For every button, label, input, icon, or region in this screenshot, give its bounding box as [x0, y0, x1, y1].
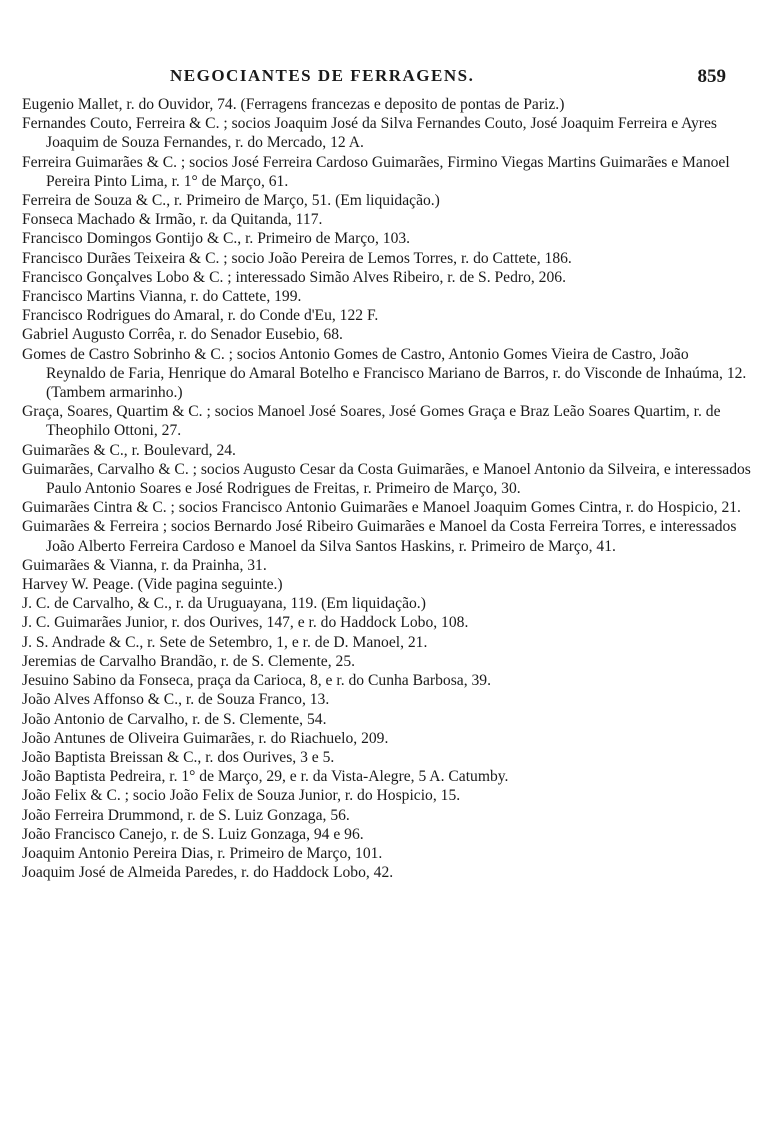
page-header	[170, 66, 730, 92]
merchant-entry: Gomes de Castro Sobrinho & C. ; socios Antonio Gomes de Castro, Antonio Gomes Vieira de Castro, João Reynaldo de Faria, Henrique do Amaral Botelho e Francisco Mariano de Barros, r. do Visconde de Inhaúma, 12. (Tambem armarinho.)	[22, 345, 747, 402]
merchant-entry: Francisco Gonçalves Lobo & C. ; interessado Simão Alves Ribeiro, r. de S. Pedro, 206.	[22, 268, 566, 286]
merchant-entry: J. S. Andrade & C., r. Sete de Setembro, 1, e r. de D. Manoel, 21.	[22, 633, 428, 651]
section-title: NEGOCIANTES DE FERRAGENS.	[170, 66, 475, 85]
merchant-entry: Francisco Domingos Gontijo & C., r. Primeiro de Março, 103.	[22, 230, 411, 248]
merchant-entry: João Ferreira Drummond, r. de S. Luiz Gonzaga, 56.	[22, 806, 350, 824]
merchant-entry: Francisco Martins Vianna, r. do Cattete, 199.	[22, 288, 302, 306]
page-number: 859	[697, 66, 726, 87]
merchant-entry: Francisco Rodrigues do Amaral, r. do Conde d'Eu, 122 F.	[22, 307, 379, 325]
merchant-entry: Joaquim José de Almeida Paredes, r. do Haddock Lobo, 42.	[22, 864, 394, 882]
merchant-entry: Joaquim Antonio Pereira Dias, r. Primeiro de Março, 101.	[22, 844, 383, 862]
merchant-entry: João Baptista Breissan & C., r. dos Ourives, 3 e 5.	[22, 748, 335, 766]
merchant-entry: João Antonio de Carvalho, r. de S. Clemente, 54.	[22, 710, 327, 728]
merchant-entry: J. C. Guimarães Junior, r. dos Ourives, 147, e r. do Haddock Lobo, 108.	[22, 614, 469, 632]
merchant-entry: Harvey W. Peage. (Vide pagina seguinte.)	[22, 576, 283, 594]
merchant-entry: Jesuino Sabino da Fonseca, praça da Carioca, 8, e r. do Cunha Barbosa, 39.	[22, 672, 491, 690]
merchant-entry: Fonseca Machado & Irmão, r. da Quitanda, 117.	[22, 211, 323, 229]
merchant-entry: Gabriel Augusto Corrêa, r. do Senador Eusebio, 68.	[22, 326, 343, 344]
merchant-entry: Ferreira Guimarães & C. ; socios José Ferreira Cardoso Guimarães, Firmino Viegas Martins Guimarães e Manoel Pereira Pinto Lima, r. 1° de Março, 61.	[22, 153, 730, 190]
merchant-entry: Fernandes Couto, Ferreira & C. ; socios Joaquim José da Silva Fernandes Couto, José Joaquim Ferreira e Ayres Joaquim de Souza Fernandes, r. do Mercado, 12 A.	[22, 115, 717, 152]
merchant-entry: João Alves Affonso & C., r. de Souza Franco, 13.	[22, 691, 330, 709]
merchant-entry: Ferreira de Souza & C., r. Primeiro de Março, 51. (Em liquidação.)	[22, 192, 440, 210]
merchant-entry: Guimarães & C., r. Boulevard, 24.	[22, 441, 236, 459]
merchant-entry: Eugenio Mallet, r. do Ouvidor, 74. (Ferragens francezas e deposito de pontas de Pariz.)	[22, 96, 565, 113]
merchant-entry: João Felix & C. ; socio João Felix de Souza Junior, r. do Hospicio, 15.	[22, 787, 461, 805]
merchant-list	[22, 95, 752, 882]
merchant-entry: J. C. de Carvalho, & C., r. da Uruguayana, 119. (Em liquidação.)	[22, 595, 426, 613]
merchant-entry: Guimarães Cintra & C. ; socios Francisco Antonio Guimarães e Manoel Joaquim Gomes Cintra, r. do Hospicio, 21.	[22, 499, 741, 517]
merchant-entry: Guimarães & Vianna, r. da Prainha, 31.	[22, 556, 267, 574]
merchant-entry: Guimarães, Carvalho & C. ; socios Augusto Cesar da Costa Guimarães, e Manoel Antonio da Silveira, e interessados Paulo Antonio Soares e José Rodrigues de Freitas, r. Primeiro de Março, 30.	[22, 460, 751, 498]
merchant-entry: Francisco Durães Teixeira & C. ; socio João Pereira de Lemos Torres, r. do Cattete, 186.	[22, 249, 572, 267]
merchant-entry: Guimarães & Ferreira ; socios Bernardo José Ribeiro Guimarães e Manoel da Costa Ferreira Torres, e interessados João Alberto Ferreira Cardoso e Manoel da Silva Santos Haskins, r. Primeiro de Março, 41.	[22, 518, 737, 555]
merchant-entry: João Baptista Pedreira, r. 1° de Março, 29, e r. da Vista-Alegre, 5 A. Catumby.	[22, 768, 509, 786]
merchant-entry: João Francisco Canejo, r. de S. Luiz Gonzaga, 94 e 96.	[22, 825, 364, 843]
merchant-entry: Graça, Soares, Quartim & C. ; socios Manoel José Soares, José Gomes Graça e Braz Leão Soares Quartim, r. de Theophilo Ottoni, 27.	[22, 403, 721, 440]
merchant-entry: João Antunes de Oliveira Guimarães, r. do Riachuelo, 209.	[22, 729, 389, 747]
merchant-entry: Jeremias de Carvalho Brandão, r. de S. Clemente, 25.	[22, 652, 356, 670]
